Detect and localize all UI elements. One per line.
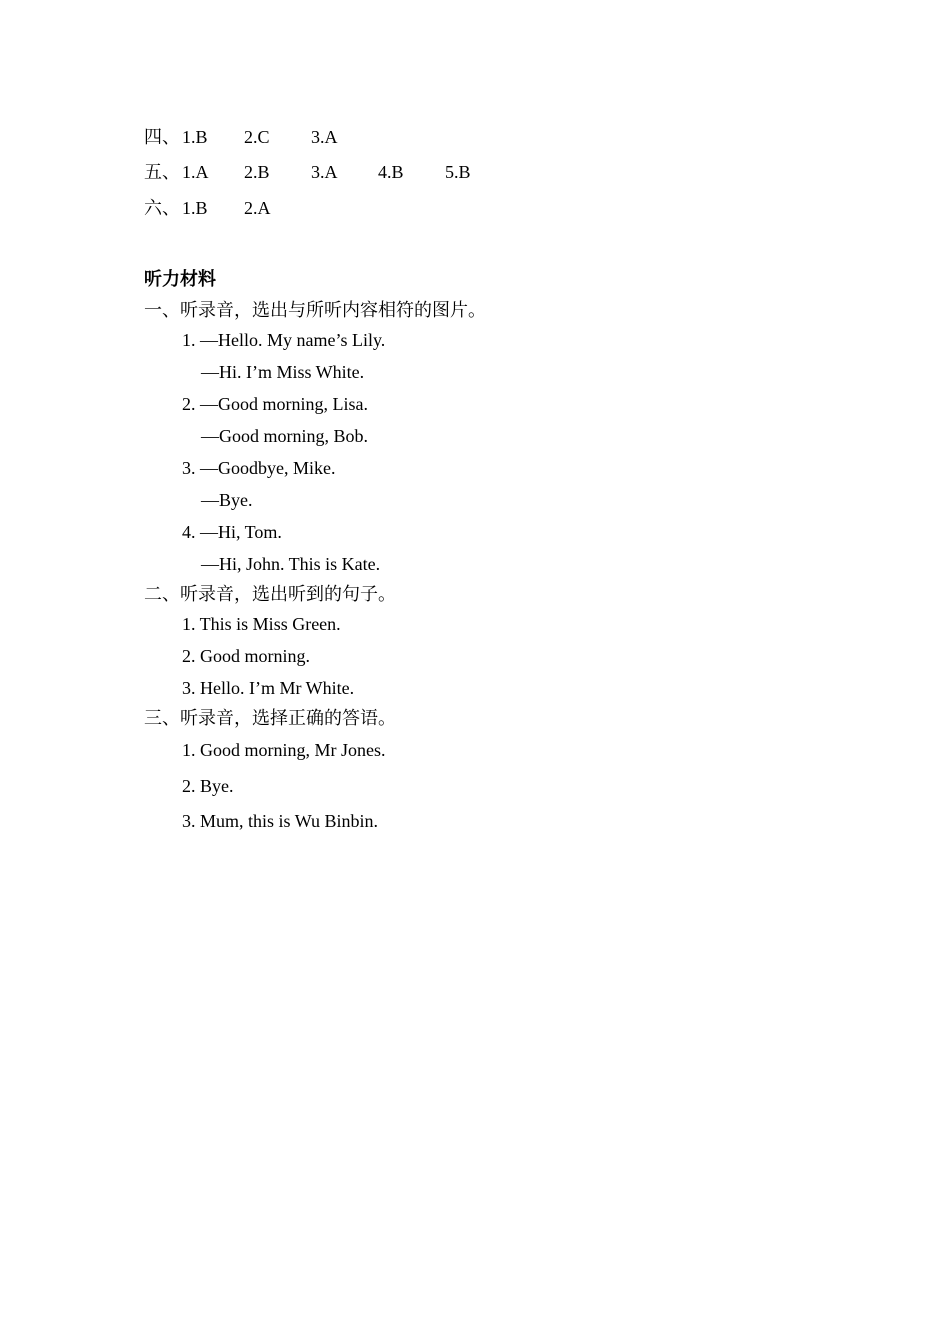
answer-row-6 [144,197,544,219]
section-heading: 二、听录音，选出听到的句子。 [144,584,396,604]
dialogue-line: —Hi. I’m Miss White. [201,362,365,382]
dialogue-line: 3. —Goodbye, Mike. [182,458,336,478]
answer-prefix: 六、 [144,198,180,218]
dialogue-line: —Hi, John. This is Kate. [201,554,381,574]
dialogue-line: —Good morning, Bob. [201,426,369,446]
dialogue-line: 1. —Hello. My name’s Lily. [182,330,386,350]
sentence-line: 3. Hello. I’m Mr White. [182,678,355,698]
answer-prefix: 四、 [144,127,180,147]
dialogue-line: 4. —Hi, Tom. [182,522,282,542]
answer-item: 1.B [182,127,208,147]
sentence-line: 2. Bye. [182,776,234,796]
dialogue-line: —Bye. [201,490,253,510]
section-heading: 三、听录音，选择正确的答语。 [144,708,396,728]
sentence-line: 3. Mum, this is Wu Binbin. [182,811,378,831]
answer-item: 2.C [244,127,270,147]
answer-row-5 [144,161,544,183]
sentence-line: 1. Good morning, Mr Jones. [182,740,386,760]
answer-item: 5.B [445,162,471,182]
listening-title: 听力材料 [144,269,216,289]
answer-item: 4.B [378,162,404,182]
answer-item: 2.B [244,162,270,182]
answer-prefix: 五、 [144,162,180,182]
answer-item: 3.A [311,127,338,147]
sentence-line: 2. Good morning. [182,646,310,666]
section-heading: 一、听录音，选出与所听内容相符的图片。 [144,300,486,320]
answer-item: 3.A [311,162,338,182]
answer-item: 1.B [182,198,208,218]
sentence-line: 1. This is Miss Green. [182,614,341,634]
answer-row-4 [144,126,544,148]
dialogue-line: 2. —Good morning, Lisa. [182,394,368,414]
answer-item: 2.A [244,198,271,218]
answer-item: 1.A [182,162,209,182]
